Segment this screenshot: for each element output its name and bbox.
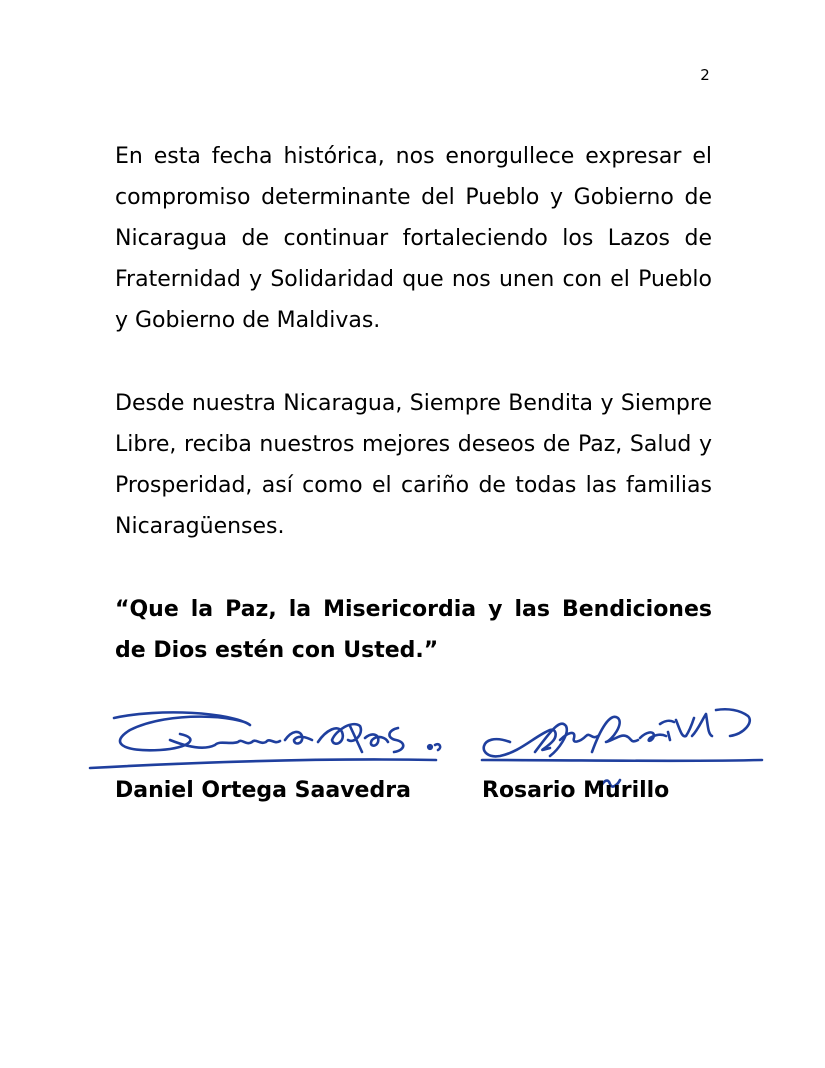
signature-daniel-ortega — [90, 712, 440, 768]
signer-name-daniel-ortega: Daniel Ortega Saavedra — [115, 778, 411, 803]
paragraph-best-wishes: Desde nuestra Nicaragua, Siempre Bendita y Siempre Libre, reciba nuestros mejores deseos de Paz, Salud y Prosperidad, así como el cariño de todas las familias Nicaragüenses. — [115, 391, 712, 539]
closing-blessing: “Que la Paz, la Misericordia y las Bendiciones de Dios estén con Usted.” — [115, 597, 712, 663]
signer-name-rosario-murillo: Rosario Murillo — [482, 778, 670, 803]
page-number: 2 — [700, 66, 710, 84]
paragraph-fraternity: En esta fecha histórica, nos enorgullece expresar el compromiso determinante del Pueblo y Gobierno de Nicaragua de continuar fortaleciendo los Lazos de Fraternidad y Solidaridad que nos unen con el Pueblo y Gobierno de Maldivas. — [115, 144, 712, 333]
